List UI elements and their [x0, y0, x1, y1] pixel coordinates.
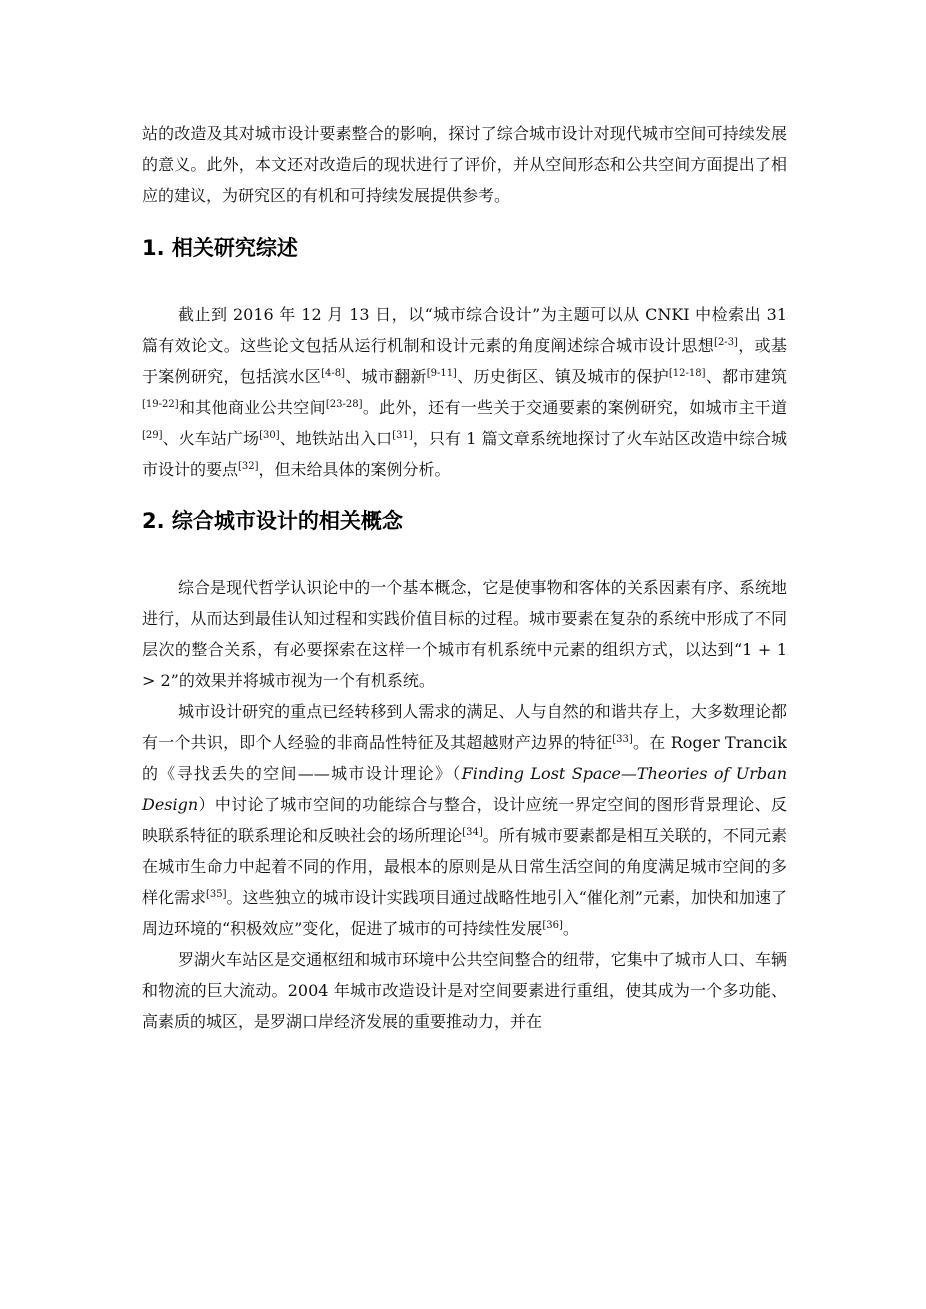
text-run: 。在 Roger Trancik 的《寻找丢失的空间——城市设计理论》（: [142, 733, 787, 783]
text-run: 和其他商业公共空间: [178, 398, 326, 417]
citation-ref: [29]: [142, 430, 163, 441]
section-1-heading: 1. 相关研究综述: [142, 236, 298, 260]
citation-ref: [34]: [462, 827, 483, 838]
text-run: ，只有 1 篇文章系统地探讨了火车站区改造中综合城市设计的要点: [142, 429, 787, 479]
intro-paragraph: 站的改造及其对城市设计要素整合的影响，探讨了综合城市设计对现代城市空间可持续发展的意义。此外，本文还对改造后的现状进行了评价，并从空间形态和公共空间方面提出了相应的建议，为研究区的有机和可持续发展提供参考。: [142, 124, 787, 205]
text-run: 、地铁站出入口: [279, 429, 393, 448]
english-book-title: Finding Lost Space—Theories of Urban Design: [142, 764, 787, 814]
text-run: 截止到 2016 年 12 月 13 日，以“城市综合设计”为主题可以从 CNKI 中检索出 31 篇有效论文。这些论文包括从运行机制和设计元素的角度阐述综合城市设计思想: [142, 305, 787, 355]
citation-ref: [32]: [238, 461, 259, 472]
text-run: 城市设计研究的重点已经转移到人需求的满足、人与自然的和谐共存上，大多数理论都有一个共识，即个人经验的非商品性特征及其超越财产边界的特征: [142, 702, 787, 752]
text-run: 。: [562, 919, 579, 938]
text-run: ）中讨论了城市空间的功能综合与整合，设计应统一界定空间的图形背景理论、反映联系特征的联系理论和反映社会的场所理论: [142, 795, 787, 845]
text-run: 。此外，还有一些关于交通要素的案例研究，如城市主干道: [362, 398, 787, 417]
text-run: 、城市翻新: [345, 367, 427, 386]
document-page: [142, 118, 787, 1037]
text-run: ，或基于案例研究，包括滨水区: [142, 336, 787, 386]
text-run: 、历史街区、镇及城市的保护: [456, 367, 669, 386]
text-run: 、火车站广场: [162, 429, 260, 448]
section-2-paragraph-2: [142, 696, 787, 944]
citation-ref: [30]: [259, 430, 280, 441]
text-run: 、都市建筑: [705, 367, 787, 386]
citation-ref: [36]: [542, 920, 563, 931]
section-2-paragraph-3: 罗湖火车站区是交通枢纽和城市环境中公共空间整合的纽带，它集中了城市人口、车辆和物流的巨大流动。2004 年城市改造设计是对空间要素进行重组，使其成为一个多功能、高素质的城区，是罗湖口岸经济发展的重要推动力，并在: [142, 950, 787, 1031]
citation-ref: [12-18]: [668, 368, 706, 379]
citation-ref: [23-28]: [325, 399, 363, 410]
citation-ref: [4-8]: [321, 368, 345, 379]
citation-ref: [31]: [392, 430, 413, 441]
citation-ref: [9-11]: [426, 368, 457, 379]
section-2-heading: 2. 综合城市设计的相关概念: [142, 509, 403, 533]
text-run: 。这些独立的城市设计实践项目通过战略性地引入“催化剂”元素，加快和加速了周边环境的“积极效应”变化，促进了城市的可持续性发展: [142, 888, 787, 938]
text-run: ，但未给具体的案例分析。: [258, 460, 451, 479]
citation-ref: [19-22]: [142, 399, 179, 410]
citation-ref: [33]: [612, 734, 633, 745]
citation-ref: [35]: [206, 889, 227, 900]
citation-ref: [2-3]: [714, 337, 738, 348]
section-2-paragraph-1: 综合是现代哲学认识论中的一个基本概念，它是使事物和客体的关系因素有序、系统地进行，从而达到最佳认知过程和实践价值目标的过程。城市要素在复杂的系统中形成了不同层次的整合关系，有必要探索在这样一个城市有机系统中元素的组织方式，以达到“1 + 1 > 2”的效果并将城市视为一个有机系统。: [142, 578, 787, 690]
text-run: 。所有城市要素都是相互关联的，不同元素在城市生命力中起着不同的作用，最根本的原则是从日常生活空间的角度满足城市空间的多样化需求: [142, 826, 787, 907]
section-1-paragraph-1: [142, 299, 787, 485]
